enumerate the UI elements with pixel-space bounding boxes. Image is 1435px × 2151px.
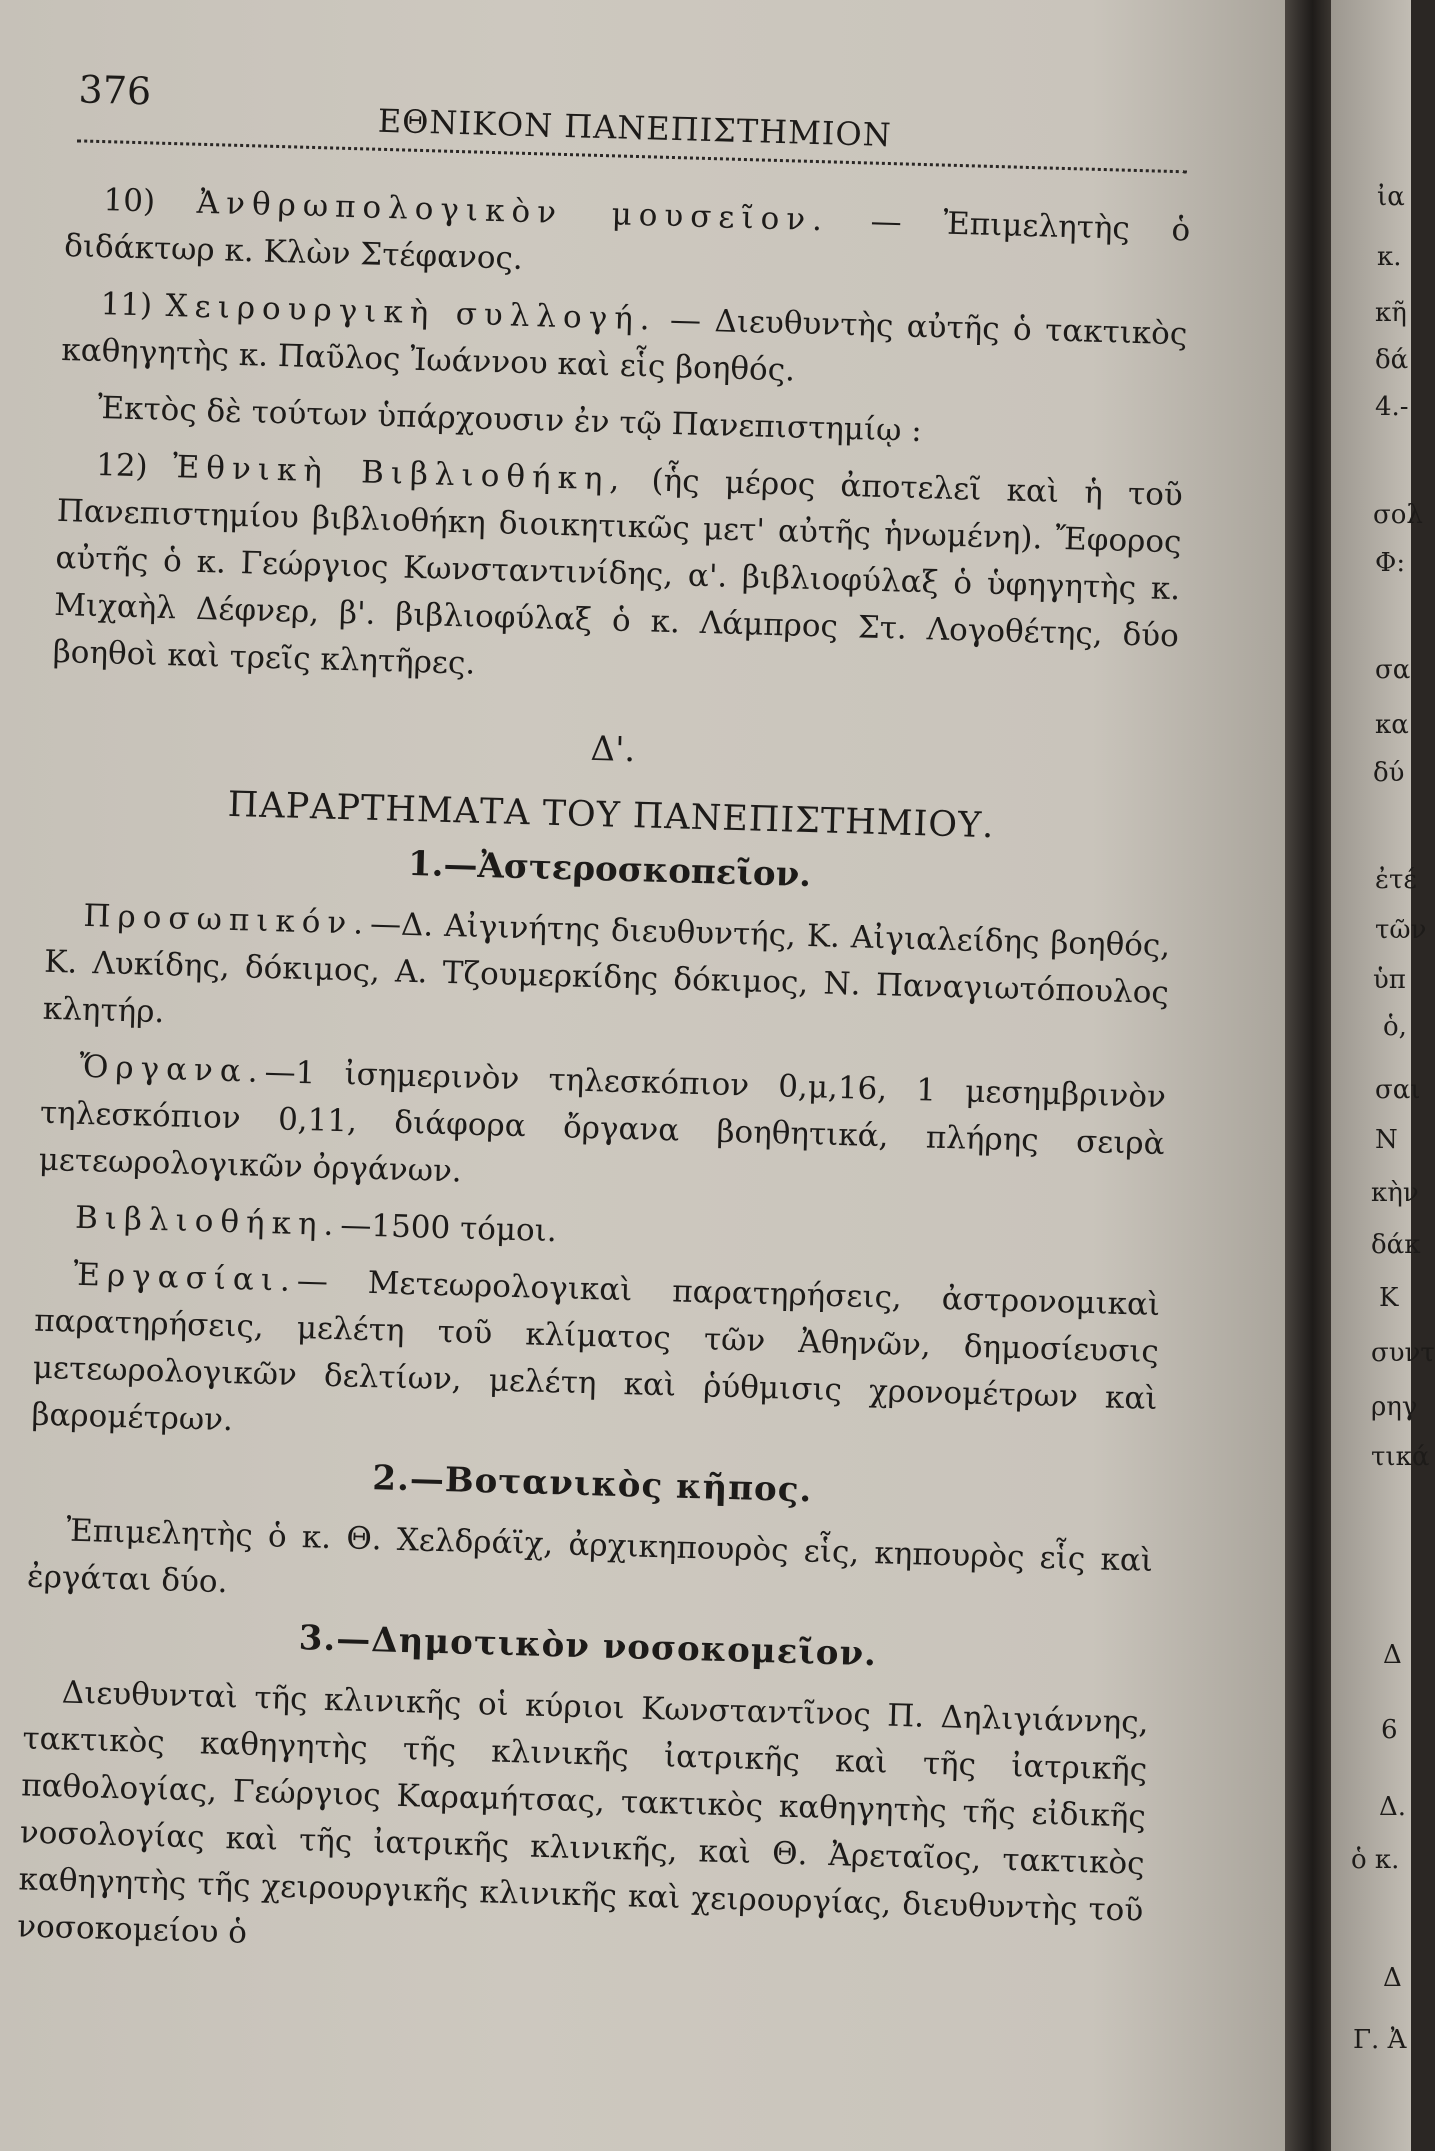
subsection-1-title: 1.—Ἀστεροσκοπεῖον. — [407, 843, 812, 896]
margin-fragment: δά — [1375, 345, 1409, 375]
margin-fragment: 6 — [1381, 1715, 1398, 1745]
hospital-paragraph: Διευθυνταὶ τῆς κλινικῆς οἱ κύριοι Κωνσταντῖνος Π. Δηλιγιάννης, τακτικὸς καθηγητὴς τῆς κλινικῆς ἰατρικῆς καὶ τῆς ἰατρικῆς παθολογίας, Γεώργιος Καραμήτσας, τακτικὸς καθηγητὴς τῆς εἰδικῆς νοσολογίας καὶ τῆς ἰατρικῆς κλινικῆς, καὶ Θ. Ἀρεταῖος, τακτικὸς καθηγητὴς τῆς χειρουργικῆς κλινικῆς καὶ χειρουργίας, διευθυντὴς τοῦ νοσοκομείου ὁ — [16, 1674, 1149, 1951]
book-gutter — [1285, 0, 1331, 2151]
margin-fragment: κὴν — [1371, 1178, 1419, 1208]
margin-fragment: ὑπ — [1373, 965, 1406, 995]
margin-fragment: ὁ κ. — [1351, 1845, 1400, 1875]
section-title: ΠΑΡΑΡΤΗΜΑΤΑ ΤΟΥ ΠΑΝΕΠΙΣΤΗΜΙΟΥ. — [227, 784, 995, 847]
margin-fragment: σολ — [1373, 500, 1423, 530]
margin-fragment: σα — [1375, 655, 1411, 685]
library-paragraph: Βιβλιοθήκη.—1500 τόμοι. — [74, 1199, 558, 1250]
margin-fragment: Δ — [1383, 1963, 1402, 1993]
margin-fragment: κα — [1375, 710, 1409, 740]
page-number: 376 — [78, 67, 152, 114]
works-paragraph: Ἐργασίαι.— Μετεωρολογικαὶ παρατηρήσεις, ἀστρονομικαὶ παρατηρήσεις, μελέτη τοῦ κλίματος τῶν Ἀθηνῶν, δημοσίευσις μετεωρολογικῶν δελτίων, μελέτη καὶ ῥύθμισις χρονομέτρων καὶ βαρομέτρων. — [31, 1256, 1161, 1439]
intro-line: Ἐκτὸς δὲ τούτων ὑπάρχουσιν ἐν τῷ Πανεπιστημίῳ : — [97, 390, 923, 450]
margin-fragment: δύ — [1373, 758, 1405, 788]
margin-fragment: Δ. — [1379, 1792, 1407, 1822]
subsection-2-title: 2.—Βοτανικὸς κῆπος. — [371, 1458, 813, 1511]
personnel-paragraph: Προσωπικόν.—Δ. Αἰγινήτης διευθυντής, Κ. Αἰγιαλείδης βοηθός, Κ. Λυκίδης, δόκιμος, Α. Τζουμερκίδης δόκιμος, Ν. Παναγιωτόπουλος κλητήρ. — [42, 897, 1171, 1031]
margin-fragment: Γ. Ἀ — [1353, 2025, 1407, 2055]
margin-fragment: ἐτέ — [1375, 865, 1417, 895]
item-11-text: — Διευθυντὴς αὐτῆς ὁ τακτικὸς καθηγητὴς κ. Παῦλος Ἰωάννου καὶ εἷς βοηθός. — [60, 301, 1188, 389]
margin-fragment: Ν — [1375, 1125, 1398, 1155]
margin-fragment: 4.- — [1375, 392, 1409, 422]
margin-fragment: ρηγ — [1371, 1392, 1418, 1422]
margin-fragment: Κ — [1379, 1283, 1399, 1313]
running-title: ΕΘΝΙΚΟΝ ΠΑΝΕΠΙΣΤΗΜΙΟΝ — [377, 101, 893, 155]
item-12-text: (ἧς μέρος ἀποτελεῖ καὶ ἡ τοῦ Πανεπιστημίου βιβλιοθήκη διοικητικῶς μετ' αὐτῆς ἡνωμένη). Ἔφορος αὐτῆς ὁ κ. Γεώργιος Κωνσταντινίδης, α'. βιβλιοφύλαξ ὁ ὑφηγητὴς κ. Μιχαὴλ Δέφνερ, β'. βιβλιοφύλαξ ὁ κ. Λάμπρος Στ. Λογοθέτης, δύο βοηθοὶ καὶ τρεῖς κλητῆρες. — [52, 461, 1184, 682]
section-letter: Δ'. — [590, 728, 636, 771]
margin-fragment: σαι — [1375, 1075, 1421, 1105]
margin-fragment: δάκ — [1371, 1230, 1421, 1260]
margin-fragment: κ. — [1377, 242, 1402, 272]
item-11: 11) Χειρουργικὴ συλλογή. — Διευθυντὴς αὐτῆς ὁ τακτικὸς καθηγητὴς κ. Παῦλος Ἰωάννου καὶ εἷς βοηθός. — [60, 286, 1188, 389]
margin-fragment: συντ — [1371, 1338, 1435, 1368]
margin-fragment: Δ — [1383, 1640, 1402, 1670]
page-body — [16, 176, 1190, 1992]
margin-fragment: τῶν — [1375, 915, 1427, 945]
item-11-title: Χειρουργικὴ συλλογή. — [165, 287, 658, 338]
subsection-3-title: 3.—Δημοτικὸν νοσοκομεῖον. — [298, 1618, 878, 1675]
botanical-garden-paragraph: Ἐπιμελητὴς ὁ κ. Θ. Χελδράϊχ, ἀρχικηπουρὸς εἷς, κηπουρὸς εἷς καὶ ἐργάται δύο. — [26, 1512, 1154, 1601]
margin-fragment: κῆ — [1375, 298, 1407, 328]
margin-fragment: Φ: — [1375, 548, 1406, 578]
page-header — [28, 40, 1210, 155]
item-10-title: Ἀνθρωπολογικὸν μουσεῖον. — [196, 184, 830, 239]
margin-fragment: ἰα — [1377, 182, 1405, 212]
item-10: 10) Ἀνθρωπολογικὸν μουσεῖον. — Ἐπιμελητὴς ὁ διδάκτωρ κ. Κλὼν Στέφανος. — [63, 182, 1191, 277]
margin-fragment: τικά — [1371, 1442, 1430, 1472]
page-content — [16, 40, 1210, 1951]
instruments-paragraph: Ὄργανα.—1 ἰσημερινὸν τηλεσκόπιον 0,μ,16, 1 μεσημβρινὸν τηλεσκόπιον 0,11, διάφορα ὄργανα βοηθητικά, πλήρης σειρὰ μετεωρολογικῶν ὀργάνων. — [38, 1048, 1167, 1190]
facing-page-edge — [1331, 0, 1435, 2151]
item-12: 12) Ἐθνικὴ Βιβλιοθήκη, (ἧς μέρος ἀποτελεῖ καὶ ἡ τοῦ Πανεπιστημίου βιβλιοθήκη διοικητικῶς μετ' αὐτῆς ἡνωμένη). Ἔφορος αὐτῆς ὁ κ. Γεώργιος Κωνσταντινίδης, α'. βιβλιοφύλαξ ὁ ὑφηγητὴς κ. Μιχαὴλ Δέφνερ, β'. βιβλιοφύλαξ ὁ κ. Λάμπρος Στ. Λογοθέτης, δύο βοηθοὶ καὶ τρεῖς κλητῆρες. — [52, 447, 1184, 682]
item-12-title: Ἐθνικὴ Βιβλιοθήκη, — [172, 449, 627, 498]
margin-fragment: ὁ, — [1383, 1012, 1407, 1042]
item-10-text: — Ἐπιμελητὴς ὁ διδάκτωρ κ. Κλὼν Στέφανος. — [63, 202, 1191, 277]
